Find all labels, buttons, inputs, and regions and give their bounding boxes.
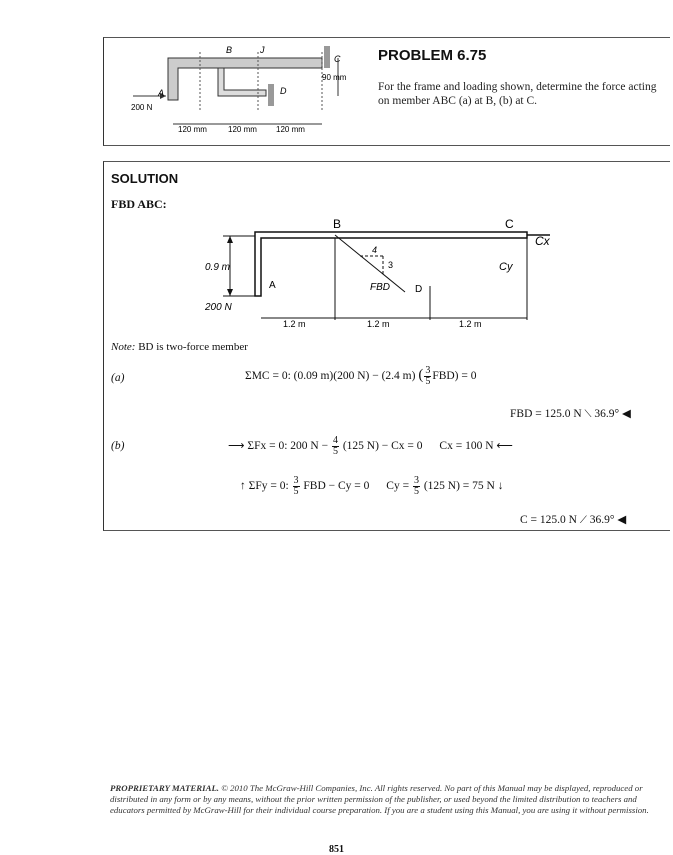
part-a-equation: ΣMC = 0: (0.09 m)(200 N) − (2.4 m) ( $\frac{3}{5}$ FBD) = 0: [245, 365, 477, 387]
problem-figure: [108, 40, 368, 140]
part-a-answer: [510, 406, 631, 420]
part-b-label: (b): [111, 440, 125, 452]
fbd-title: FBD ABC:: [111, 197, 167, 211]
part-b-eq1: ⟶ ΣFx = 0: 200 N − $\frac{4}{5}$ (125 N) − Cx = 0 Cx = 100 N ⟵: [228, 435, 513, 457]
fbd-diagram: [205, 216, 565, 336]
wall-c: [324, 46, 330, 68]
fbd-dim-head: [227, 236, 233, 243]
label-d: D: [280, 86, 287, 96]
footer-lead: PROPRIETARY MATERIAL.: [110, 783, 220, 793]
page-number: 851: [329, 844, 344, 855]
fbd-c: C: [505, 217, 514, 231]
fbd-h: 0.9 m: [205, 262, 231, 273]
part-b-answer: [520, 512, 626, 526]
arrow-left-icon: ⟵: [496, 440, 513, 453]
answer-marker-icon: ◀: [617, 514, 627, 526]
dim-vertical: 90 mm: [322, 73, 347, 82]
fbd-slope-run: 4: [372, 245, 378, 255]
fbd-a: A: [269, 280, 276, 291]
fbd-d: D: [415, 284, 423, 295]
arrow-right-icon: ⟶: [228, 440, 245, 453]
note: [111, 341, 248, 353]
part-a-eq-left: ΣMC = 0: (0.09 m)(200 N) − (2.4 m): [245, 370, 416, 383]
footer-text: © 2010 The McGraw-Hill Companies, Inc. All rights reserved. No part of this Manual may be displayed, reproduced or distributed in any form or by any means, without the prior written permission of the publisher, or used beyond the limited distribution to teachers and educators permitted by McGraw-Hill for their individual course preparation. If you are a student using this Manual, you are using it without permission.: [110, 783, 649, 815]
dim-3: 120 mm: [276, 125, 305, 134]
fbd-cy-label: Cy: [499, 261, 513, 273]
part-b-eq2: ↑ ΣFy = 0: $\frac{3}{5}$ FBD − Cy = 0 Cy = $\frac{3}{5}$ (125 N) = 75 N ↓: [240, 475, 504, 497]
problem-title: PROBLEM 6.75: [378, 47, 487, 64]
answer-marker-icon: ◀: [622, 408, 631, 420]
wall-d: [268, 84, 274, 106]
dim-1: 120 mm: [178, 125, 207, 134]
member-jd: [218, 68, 266, 96]
fbd-fbd: FBD: [370, 282, 390, 293]
fbd-span-3: 1.2 m: [459, 319, 482, 329]
part-a-label: (a): [111, 372, 125, 384]
part-a-eq-right: FBD) = 0: [432, 370, 477, 383]
arrow-up-icon: ↑: [240, 480, 246, 493]
label-c: C: [334, 54, 341, 64]
label-b: B: [226, 45, 233, 55]
fbd-cx: Cx: [535, 234, 550, 248]
copyright-footer: [110, 783, 660, 816]
force-label: 200 N: [131, 103, 153, 112]
part-a-answer-text: FBD = 125.0 N: [510, 408, 582, 420]
angle-icon: ⟋: [579, 515, 587, 526]
fbd-force: 200 N: [205, 302, 232, 313]
fbd-b: B: [333, 217, 342, 231]
angle-icon: ⟍: [584, 409, 592, 420]
part-a-frac: $\frac{3}{5}$: [425, 365, 431, 387]
fbd-dim-head: [227, 289, 233, 296]
arrow-down-icon: ↓: [497, 480, 504, 493]
part-b-angle: 36.9°: [589, 514, 615, 526]
solution-title: SOLUTION: [111, 171, 179, 186]
fbd-slope-rise: 3: [388, 260, 394, 270]
label-a: A: [158, 88, 165, 98]
fbd-span-1: 1.2 m: [283, 319, 306, 329]
part-a-angle: 36.9°: [594, 408, 620, 420]
label-j: J: [260, 45, 265, 55]
dim-2: 120 mm: [228, 125, 257, 134]
note-label: Note:: [111, 341, 136, 353]
fbd-span-2: 1.2 m: [367, 319, 390, 329]
part-b-answer-text: C = 125.0 N: [520, 514, 577, 526]
note-text: BD is two-force member: [138, 341, 248, 353]
problem-text: For the frame and loading shown, determine the force acting on member ABC (a) at B, (b) at C.: [378, 81, 657, 107]
